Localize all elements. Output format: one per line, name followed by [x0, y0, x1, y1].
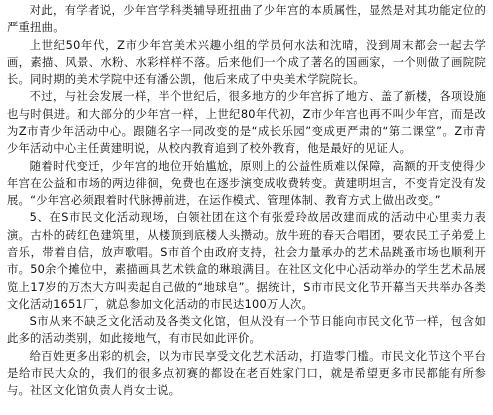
paragraph-7: 给百姓更多出彩的机会，以为市民享受文化艺术活动，打造零门槛。市民文化节这个平台是给市民大众的，我们的很多点初赛的都设在老百姓家门口，就是希望更多市民都能有所参与。社区文化馆负责人肖女士说。	[7, 349, 486, 398]
paragraph-3: 不过，与社会发展一样，半个世纪后，很多地方的少年宫拆了地方、盖了新楼，各项设施也与时俱进。和大部分的少年宫一样，上世纪80年代初，Z市少年宫也再不叫少年宫，而是改为Z市青少年活动中心。跟随名字一同改变的是“成长乐园”变成更严肃的“第二课堂”。Z市青少年活动中心主任黄建明说，从校内教育追到了校外教育，他是最好的见证人。	[7, 90, 486, 156]
paragraph-5: 5、在S市民文化活动现场，白领社团在这个有张爱玲故居改建而成的活动中心里卖力表演。古朴的砖红色建筑里，从楼顶到底楼人头攒动。放牛班的春天合唱团，要农民工子弟爱上音乐，带着自信，放声歌唱。S市首个由政府支持，社会力量承办的艺术品跳蚤市场也顺利开市。50余个摊位中，素描画具艺术铁盒的琳琅满目。在社区文化中心活动举办的学生艺术品展览上17岁的万杰大方叫卖起自己做的“地球皂”。据统计，S市市民文化节开幕当天共举办各类文化活动1651厂，就总参加文化活动的市民达100万人次。	[7, 211, 486, 311]
paragraph-6: S市从来不缺乏文化活动及各类文化馆，但从没有一个节日能向市民文化节一样，包含如此多的活动类别，如此接地气，有市民如此评价。	[7, 315, 486, 346]
paragraph-2: 上世纪50年代，Z市少年宫美术兴趣小组的学员何水法和沈晴，没到周末都会一起去学画，素描、风景、水粉、水彩样样不落。后来他们一个成了著名的国画家，一个则做了画院院长。同时期的美术学院中还有潘公凯，他后来成了中央美术学院院长。	[7, 38, 486, 87]
paragraph-4: 随着时代变迁，少年宫的地位开始尴尬，原则上的公益性质难以保障，高额的开支使得少年宫在公益和市场的两边徘徊，免费也在逐步演变成收费转变。黄建明坦言，不变肯定没有发展。“少年宫必须跟着时代脉搏前进，在运作模式、管理体制、教育方式上做出改变。”	[7, 159, 486, 208]
paragraph-1: 对此，有学者说，少年宫学科类辅导班扭曲了少年宫的本质属性，显然是对其功能定位的严重扭曲。	[7, 4, 486, 35]
